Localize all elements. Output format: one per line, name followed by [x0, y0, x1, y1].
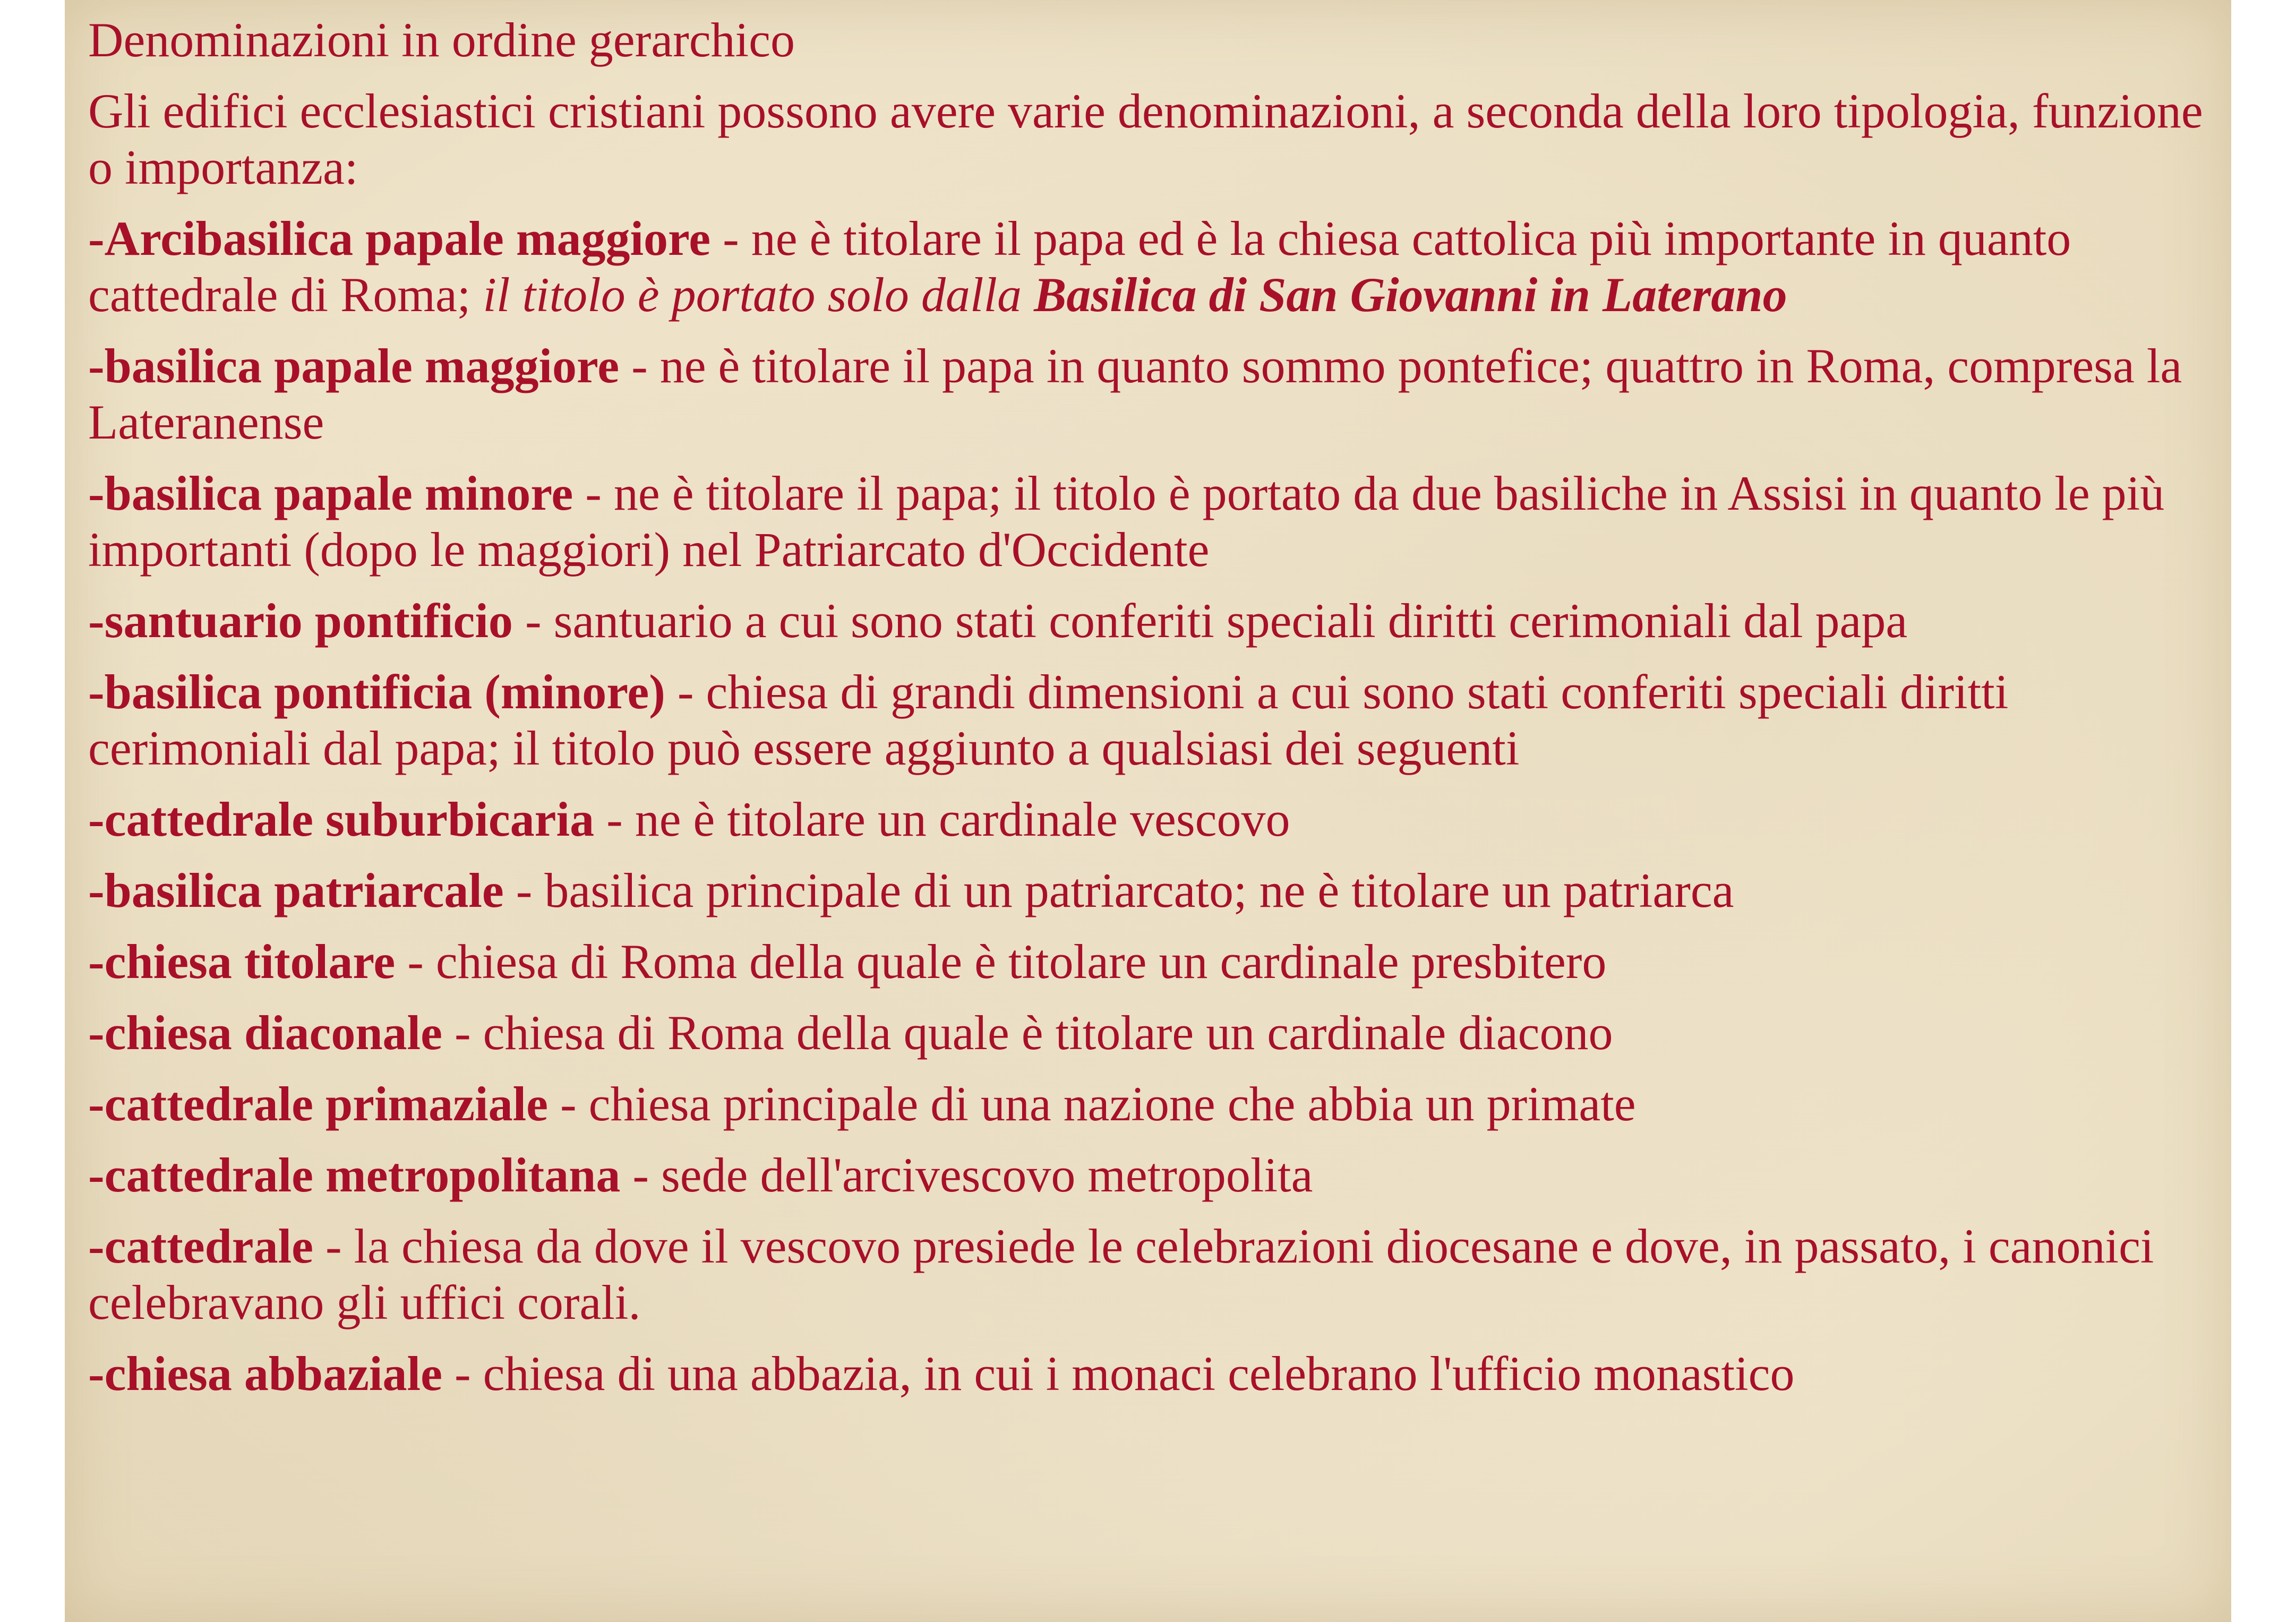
entry-chiesa-abbaziale: [88, 1345, 2217, 1402]
entry-term: -Arcibasilica papale maggiore: [88, 211, 711, 265]
entry-term: -cattedrale metropolitana: [88, 1148, 621, 1202]
entry-note-emphasis: Basilica di San Giovanni in Laterano: [1033, 268, 1787, 322]
entry-cattedrale-suburbicaria: [88, 791, 2217, 847]
entry-basilica-pontificia-minore: [88, 664, 2217, 776]
entry-term: -cattedrale suburbicaria: [88, 792, 595, 846]
entry-description: - chiesa di una abbazia, in cui i monaci celebrano l'ufficio monastico: [442, 1346, 1795, 1401]
entry-description: - chiesa di Roma della quale è titolare un cardinale diacono: [442, 1006, 1613, 1060]
entry-term: -basilica papale maggiore: [88, 339, 620, 393]
parchment-page: [65, 0, 2231, 1622]
entry-cattedrale-primaziale: [88, 1076, 2217, 1132]
entry-note: il titolo è portato solo dalla: [483, 268, 1034, 322]
entry-description: - chiesa principale di una nazione che abbia un primate: [547, 1077, 1636, 1131]
entry-basilica-patriarcale: [88, 862, 2217, 919]
entry-description: - ne è titolare un cardinale vescovo: [594, 792, 1290, 846]
entry-term: -cattedrale primaziale: [88, 1077, 548, 1131]
entry-basilica-papale-minore: [88, 465, 2217, 578]
entry-description: - santuario a cui sono stati conferiti speciali diritti cerimoniali dal papa: [512, 594, 1908, 648]
entry-term: -chiesa titolare: [88, 934, 396, 989]
entry-basilica-papale-maggiore: [88, 338, 2217, 450]
entry-description: - chiesa di grandi dimensioni a cui sono stati conferiti speciali diritti cerimoniali dal papa; il titolo può essere aggiunto a qualsiasi dei seguenti: [88, 665, 2009, 775]
entry-description: - ne è titolare il papa in quanto sommo pontefice; quattro in Roma, compresa la Lateranense: [88, 339, 2182, 449]
entry-term: -santuario pontificio: [88, 594, 513, 648]
entry-term: -basilica patriarcale: [88, 863, 504, 917]
entry-description: - chiesa di Roma della quale è titolare un cardinale presbitero: [395, 934, 1607, 989]
page-title: Denominazioni in ordine gerarchico: [88, 13, 795, 67]
entry-description: - la chiesa da dove il vescovo presiede le celebrazioni diocesane e dove, in passato, i canonici celebravano gli uffici corali.: [88, 1219, 2154, 1329]
entry-chiesa-diaconale: [88, 1005, 2217, 1061]
intro-paragraph: Gli edifici ecclesiastici cristiani possono avere varie denominazioni, a seconda della loro tipologia, funzione o importanza:: [88, 84, 2203, 194]
entry-chiesa-titolare: [88, 933, 2217, 990]
entry-term: -chiesa diaconale: [88, 1006, 442, 1060]
entry-description: - ne è titolare il papa ed è la chiesa cattolica più importante in quanto cattedrale di Roma;: [88, 211, 2071, 322]
entry-cattedrale-metropolitana: [88, 1147, 2217, 1203]
entry-term: -cattedrale: [88, 1219, 313, 1273]
entry-description: - basilica principale di un patriarcato; ne è titolare un patriarca: [503, 863, 1734, 917]
entry-arcibasilica-papale-maggiore: [88, 210, 2217, 323]
entry-description: - ne è titolare il papa; il titolo è portato da due basiliche in Assisi in quanto le più importanti (dopo le maggiori) nel Patriarcato d'Occidente: [88, 466, 2165, 577]
entry-cattedrale: [88, 1218, 2217, 1331]
entry-term: -chiesa abbaziale: [88, 1346, 442, 1401]
entry-santuario-pontificio: [88, 593, 2217, 649]
document-body: [88, 12, 2217, 1417]
entry-term: -basilica papale minore: [88, 466, 573, 520]
entry-term: -basilica pontificia (minore): [88, 665, 665, 719]
entry-description: - sede dell'arcivescovo metropolita: [620, 1148, 1313, 1202]
